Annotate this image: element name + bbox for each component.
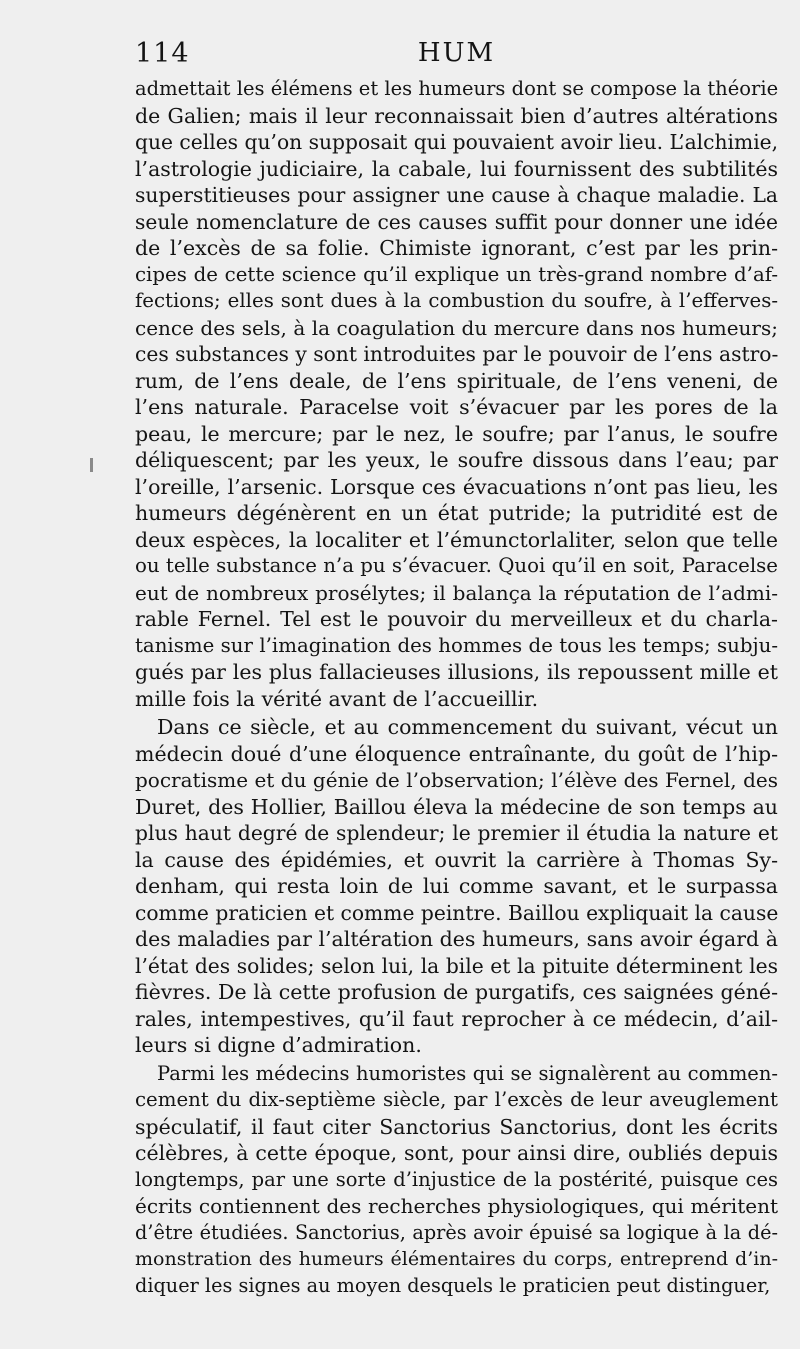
text-line: comme praticien et comme peintre. Baillou expliquait la cause: [135, 900, 778, 925]
text-line: cement du dix-septième siècle, par l’excès de leur aveuglement: [135, 1088, 778, 1111]
text-line: l’oreille, l’arsenic. Lorsque ces évacuations n’ont pas lieu, les: [135, 474, 778, 499]
text-line: peau, le mercure; par le nez, le soufre; par l’anus, le soufre: [135, 421, 778, 446]
text-line: pocratisme et du génie de l’observation; l’élève des Fernel, des: [135, 768, 778, 792]
text-line: tanisme sur l’imagination des hommes de tous les temps; subju-: [135, 633, 778, 657]
text-line: rales, intempestives, qu’il faut reprocher à ce médecin, d’ail-: [135, 1006, 778, 1031]
text-line: superstitieuses pour assigner une cause à chaque maladie. La: [135, 183, 778, 207]
text-line: Duret, des Hollier, Baillou éleva la médecine de son temps au: [135, 794, 778, 819]
text-line: déliquescent; par les yeux, le soufre dissous dans l’eau; par: [135, 448, 778, 472]
text-line: fections; elles sont dues à la combustion du soufre, à l’efferves-: [135, 289, 778, 312]
text-line: eut de nombreux prosélytes; il balança la réputation de l’admi-: [135, 580, 778, 605]
text-line: la cause des épidémies, et ouvrit la carrière à Thomas Sy-: [135, 847, 778, 872]
text-line: cence des sels, à la coagulation du mercure dans nos humeurs;: [135, 315, 778, 340]
text-line: célèbres, à cette époque, sont, pour ainsi dire, oubliés depuis: [135, 1141, 778, 1165]
text-line: des maladies par l’altération des humeurs, sans avoir égard à: [135, 927, 778, 951]
text-line: plus haut degré de splendeur; le premier il étudia la nature et: [135, 821, 778, 845]
page-number: 114: [135, 38, 190, 69]
text-line: Parmi les médecins humoristes qui se signalèrent au commen-: [157, 1061, 778, 1085]
body-text: [135, 76, 778, 1299]
running-head: HUM: [417, 38, 496, 68]
text-line: spéculatif, il faut citer Sanctorius Sanctorius, dont les écrits: [135, 1114, 778, 1139]
text-line: mille fois la vérité avant de l’accueillir.: [135, 686, 539, 711]
text-line: admettait les élémens et les humeurs dont se compose la théorie: [135, 77, 778, 100]
paragraph: [135, 76, 778, 712]
text-line: deux espèces, la localiter et l’émunctorlaliter, selon que telle: [135, 527, 778, 552]
text-line: rum, de l’ens deale, de l’ens spirituale, de l’ens veneni, de: [135, 368, 778, 393]
text-line: l’ens naturale. Paracelse voit s’évacuer par les pores de la: [135, 395, 778, 419]
paragraph: [135, 1061, 778, 1300]
text-line: gués par les plus fallacieuses illusions, ils repoussent mille et: [135, 660, 778, 684]
text-line: ou telle substance n’a pu s’évacuer. Quoi qu’il en soit, Paracelse: [135, 554, 778, 577]
text-line: médecin doué d’une éloquence entraînante, du goût de l’hip-: [135, 741, 778, 766]
text-line: d’être étudiées. Sanctorius, après avoir épuisé sa logique à la dé-: [135, 1220, 778, 1244]
margin-mark: [90, 458, 93, 472]
text-line: denham, qui resta loin de lui comme savant, et le surpassa: [135, 874, 778, 898]
text-line: cipes de cette science qu’il explique un très-grand nombre d’af-: [135, 262, 778, 286]
text-line: monstration des humeurs élémentaires du corps, entreprend d’in-: [135, 1248, 778, 1270]
paragraph: [135, 714, 778, 1059]
text-line: l’astrologie judiciaire, la cabale, lui fournissent des subtilités: [135, 156, 778, 181]
text-line: de l’excès de sa folie. Chimiste ignorant, c’est par les prin-: [135, 236, 778, 260]
text-line: diquer les signes au moyen desquels le praticien peut distinguer,: [135, 1273, 771, 1297]
text-line: longtemps, par une sorte d’injustice de la postérité, puisque ces: [135, 1167, 778, 1191]
text-line: humeurs dégénèrent en un état putride; la putridité est de: [135, 501, 778, 525]
text-line: rable Fernel. Tel est le pouvoir du merveilleux et du charla-: [135, 607, 778, 631]
text-line: seule nomenclature de ces causes suffit pour donner une idée: [135, 209, 778, 234]
text-line: de Galien; mais il leur reconnaissait bien d’autres altérations: [135, 103, 778, 128]
text-line: écrits contiennent des recherches physiologiques, qui méritent: [135, 1194, 778, 1218]
page-header: [135, 38, 778, 74]
text-line: fièvres. De là cette profusion de purgatifs, ces saignées géné-: [135, 980, 778, 1004]
text-line: l’état des solides; selon lui, la bile et la pituite déterminent les: [135, 953, 778, 978]
text-line: Dans ce siècle, et au commencement du suivant, vécut un: [157, 715, 778, 739]
text-line: ces substances y sont introduites par le pouvoir de l’ens astro-: [135, 342, 778, 366]
text-line: leurs si digne d’admiration.: [135, 1033, 422, 1057]
text-line: que celles qu’on supposait qui pouvaient avoir lieu. L’alchimie,: [135, 130, 778, 154]
